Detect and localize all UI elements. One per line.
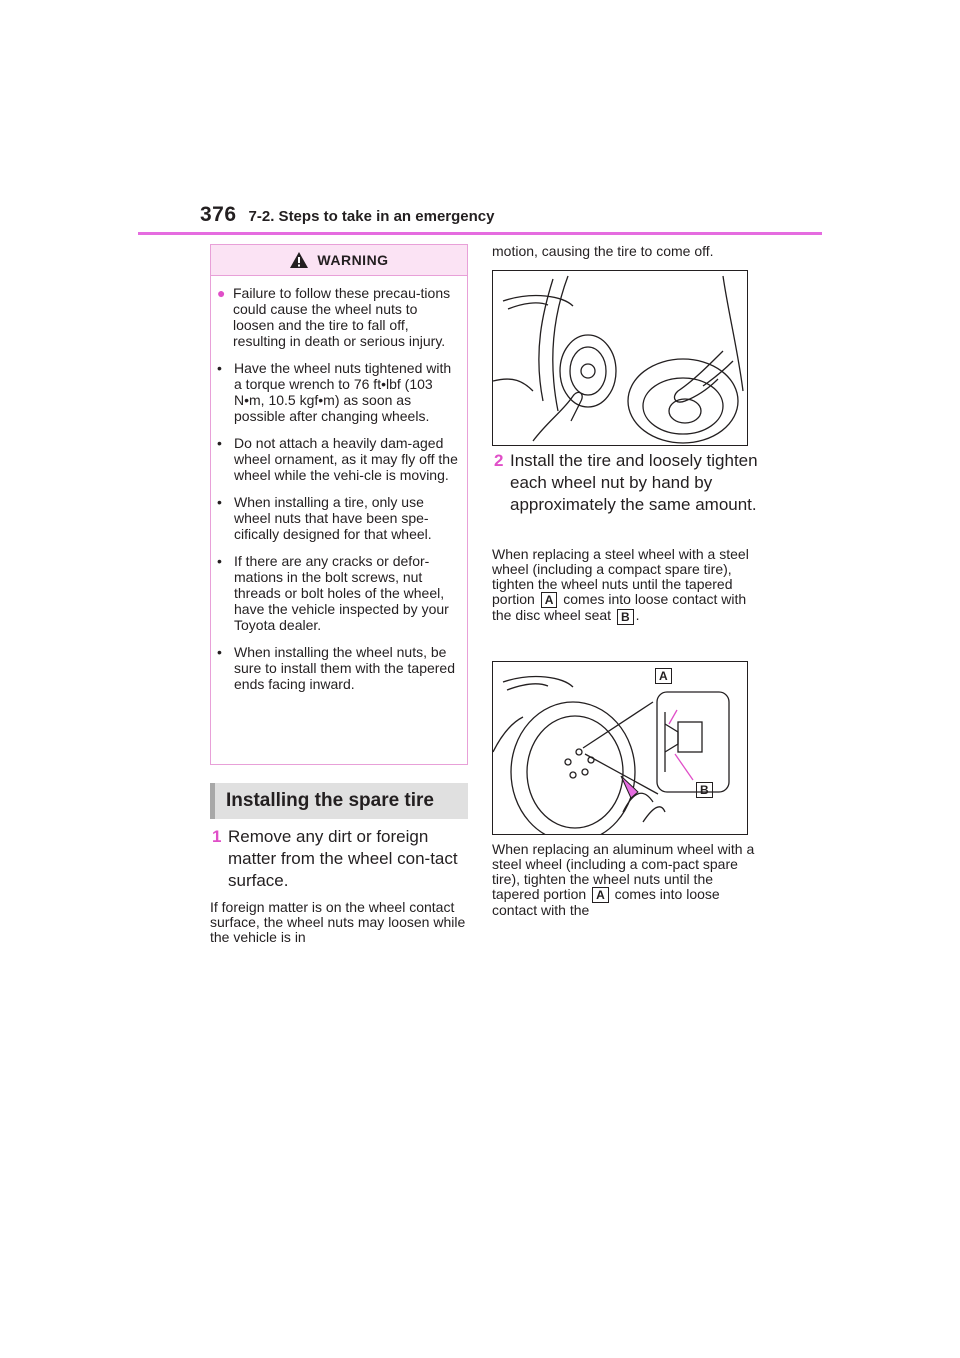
label-a-tag: A <box>541 592 558 608</box>
section-heading-text: Installing the spare tire <box>226 790 434 811</box>
header-rule <box>138 232 822 235</box>
step-number: 2 <box>494 451 504 470</box>
section-heading <box>210 783 468 819</box>
note-text: comes into loose contact with the <box>492 886 720 919</box>
label-a-tag: A <box>592 887 609 903</box>
warning-bullet-text: If there are any cracks or defor-mations in the bolt screws, nut threads or bolt holes of the wheel, have the vehicle inspected by your Toyota dealer. <box>234 553 449 633</box>
warning-header <box>211 245 467 276</box>
note-text: When replacing an aluminum wheel with a steel wheel (including a com-pact spare tire), tighten the wheel nuts until the tapered portion <box>492 841 755 902</box>
warning-bullet-text: Have the wheel nuts tightened with a torque wrench to 76 ft•lbf (103 N•m, 10.5 kgf•m) as soon as possible after changing wheels. <box>234 360 452 424</box>
wheel-nut-illustration <box>493 662 747 834</box>
step-text: Install the tire and loosely tighten each wheel nut by hand by approximately the same amount. <box>510 451 758 514</box>
callout-b: B <box>696 782 713 798</box>
step-1-note: If foreign matter is on the wheel contact surface, the wheel nuts may loosen while the vehicle is in <box>210 899 466 945</box>
warning-body <box>211 276 467 692</box>
warning-bullet-text: When installing a tire, only use wheel nuts that have been spe-cifically designed for that wheel. <box>234 494 432 542</box>
note-text: comes into loose contact with the disc wheel seat <box>492 591 747 624</box>
warning-bullet-text: When installing the wheel nuts, be sure to install them with the tapered ends facing inward. <box>234 644 456 692</box>
bullet-dot-icon: • <box>217 644 222 660</box>
step-2 <box>494 450 764 516</box>
bullet-dot-icon: • <box>217 494 222 510</box>
callout-a: A <box>655 668 672 684</box>
bullet-dot-icon: • <box>217 360 222 376</box>
page-number: 376 <box>200 203 237 226</box>
steel-wheel-note <box>492 547 764 625</box>
warning-bullet <box>217 494 461 542</box>
warning-lead <box>217 285 461 349</box>
illustration-tighten-wheel-nuts <box>492 661 748 835</box>
illustration-clean-contact-surface <box>492 270 748 446</box>
warning-bullet <box>217 360 461 424</box>
warning-box <box>210 244 468 765</box>
cleaning-wheel-illustration <box>493 271 747 445</box>
section-title: 7-2. Steps to take in an emergency <box>248 208 495 225</box>
warning-title: WARNING <box>317 252 389 268</box>
warning-bullet <box>217 435 461 483</box>
bullet-dot-icon: • <box>217 435 222 451</box>
step-1 <box>212 826 474 892</box>
warning-bullet <box>217 644 461 692</box>
label-b-tag: B <box>617 609 634 625</box>
warning-triangle-icon <box>289 251 309 269</box>
step-text: Remove any dirt or foreign matter from the wheel con-tact surface. <box>228 827 458 890</box>
aluminum-wheel-note <box>492 842 764 918</box>
warning-lead-text: Failure to follow these precau-tions could cause the wheel nuts to loosen and the tire to fall off, resulting in death or serious injury. <box>233 285 451 349</box>
note-text: When replacing a steel wheel with a steel wheel (including a compact spare tire), tighten the wheel nuts until the tapered portion <box>492 546 749 607</box>
step-number: 1 <box>212 827 222 846</box>
page-header <box>200 203 494 227</box>
note-text: . <box>635 607 640 624</box>
warning-bullet <box>217 553 461 633</box>
bullet-dot-icon: ● <box>217 285 226 301</box>
bullet-dot-icon: • <box>217 553 222 569</box>
warning-bullet-text: Do not attach a heavily dam-aged wheel ornament, as it may fly off the wheel while the vehi-cle is moving. <box>234 435 458 483</box>
step-1-note-continued: motion, causing the tire to come off. <box>492 243 714 259</box>
